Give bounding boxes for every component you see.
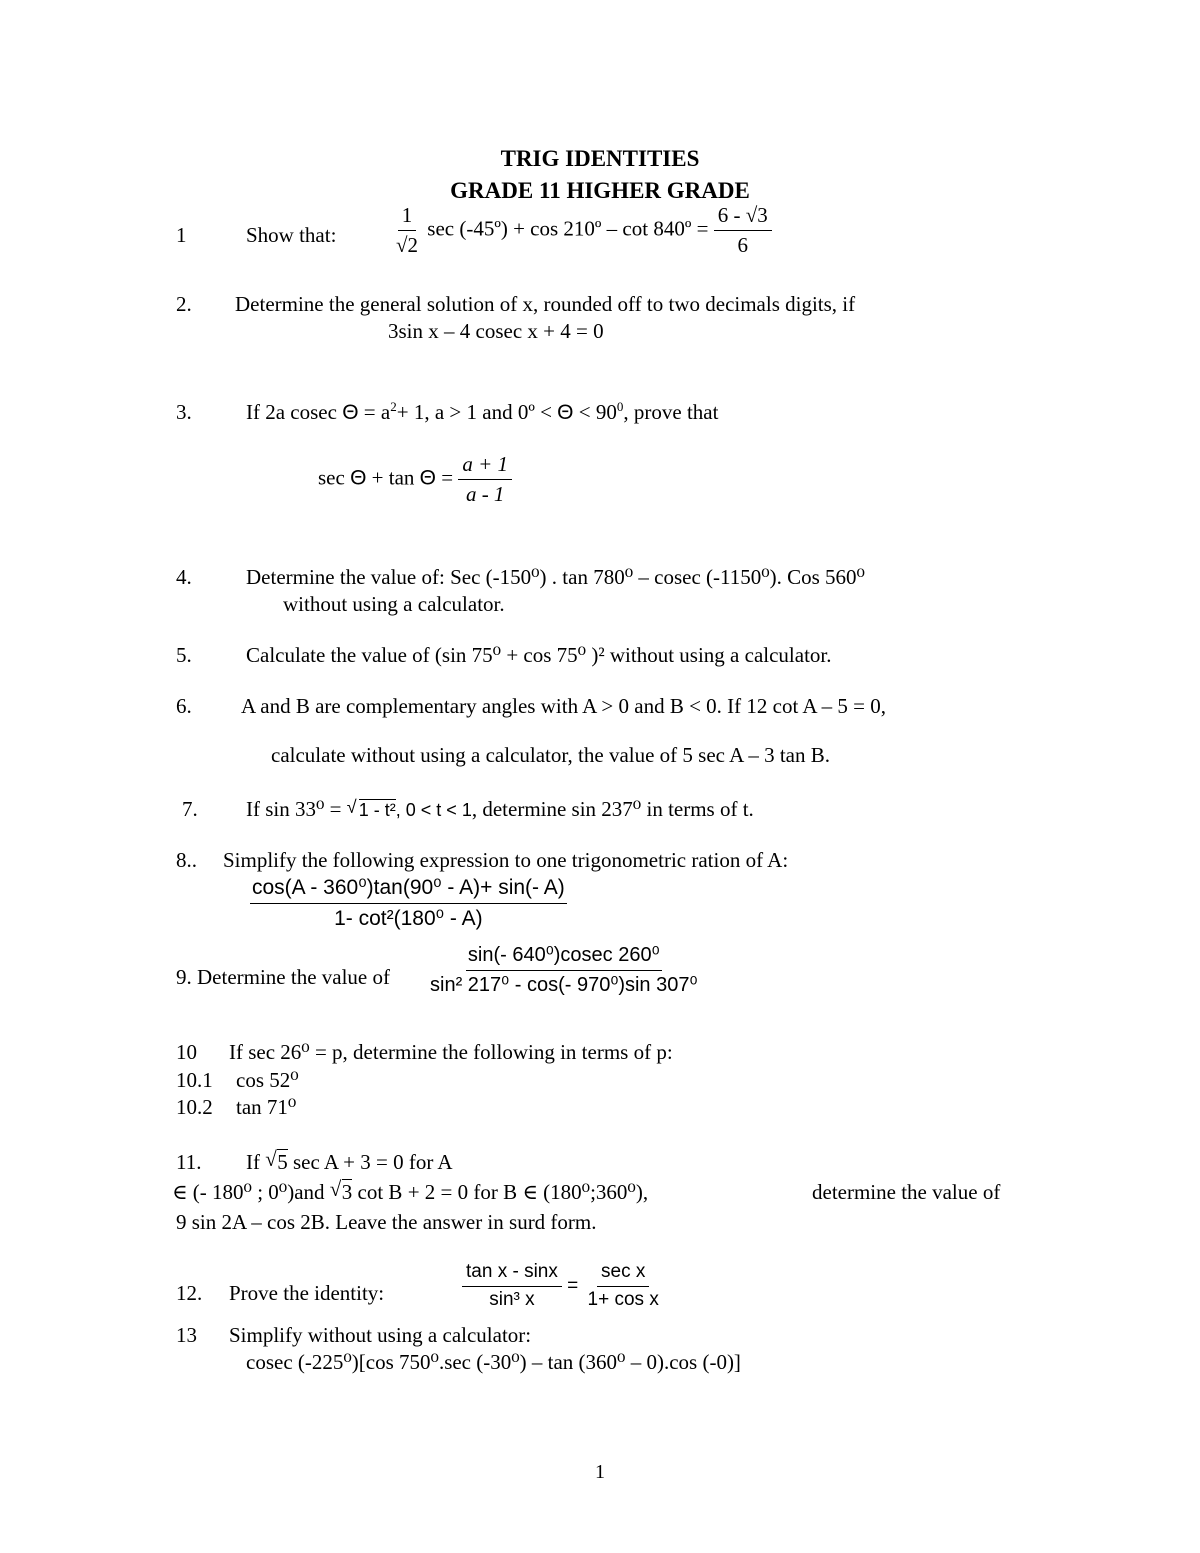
theta-symbol: Θ xyxy=(342,401,359,424)
q3-number: 3. xyxy=(176,400,192,424)
q10-1-text: cos 52⁰ xyxy=(236,1068,299,1092)
q1-number: 1 xyxy=(176,223,187,247)
q7-text: If sin 33⁰ = √ 1 - t², 0 < t < 1, determine sin 237⁰ in terms of t. xyxy=(246,798,754,821)
q8-expression: $\frac{\text{cos(A - 360⁰)tan(90⁰ - A)+ sin(- A)}}{\text{1- cot²(180⁰ - A)}}$ xyxy=(252,876,565,931)
q4-number: 4. xyxy=(176,565,192,589)
q11-line-2-right: determine the value of xyxy=(812,1180,1001,1204)
sqrt-symbol: √ 1 - t² xyxy=(347,800,396,820)
q11-line-2: ∈ (- 180⁰ ; 0⁰)and √ 3 cot B + 2 = 0 for B ∈ (180⁰;360⁰), xyxy=(172,1181,648,1204)
q12-label: Prove the identity: xyxy=(229,1281,385,1305)
q13-line-2: cosec (-225⁰)[cos 750⁰.sec (-30⁰) – tan (360⁰ – 0).cos (-0)] xyxy=(246,1350,741,1374)
q3-text: If 2a cosec $\Theta = a^2+ 1$, a > 1 and 0º < $\Theta < 90^0$, prove that xyxy=(246,399,719,424)
q8-text: Simplify the following expression to one trigonometric ration of A: xyxy=(223,848,789,872)
q10-2-number: 10.2 xyxy=(176,1095,213,1119)
sqrt-symbol: √ 5 xyxy=(265,1150,288,1174)
title-line-2: GRADE 11 HIGHER GRADE xyxy=(450,178,750,203)
q8-number: 8.. xyxy=(176,848,197,872)
q6-line-2: calculate without using a calculator, the value of 5 sec A – 3 tan B. xyxy=(271,743,830,767)
q6-line-1: A and B are complementary angles with A > 0 and B < 0. If 12 cot A – 5 = 0, xyxy=(241,694,887,718)
q11-line-1: If √ 5 sec A + 3 = 0 for A xyxy=(246,1151,453,1174)
q2-text: Determine the general solution of x, rounded off to two decimals digits, if xyxy=(235,292,856,316)
q11-number: 11. xyxy=(176,1150,202,1174)
q1-expression: $\frac{1}{√2}$ sec (-45º) + cos 210º – cot 840º = $\frac{6 - √3}{6}$ xyxy=(392,204,772,257)
q7-number: 7. xyxy=(182,797,198,821)
q10-1-number: 10.1 xyxy=(176,1068,213,1092)
q1-fraction: $\frac{1}{√2}$ xyxy=(396,203,419,258)
q10-2-text: tan 71⁰ xyxy=(236,1095,297,1119)
q13-number: 13 xyxy=(176,1323,197,1347)
q10-number: 10 xyxy=(176,1040,197,1064)
q4-line-2: without using a calculator. xyxy=(283,592,505,616)
q11-line-3: 9 sin 2A – cos 2B. Leave the answer in surd form. xyxy=(176,1210,597,1234)
q2-equation: 3sin x – 4 cosec x + 4 = 0 xyxy=(388,319,604,343)
q3-fraction: $\frac{a + 1}{a - 1}$ xyxy=(458,453,512,506)
q9-text: 9. Determine the value of xyxy=(176,965,390,989)
page-number: 1 xyxy=(595,1461,605,1483)
title-line-1: TRIG IDENTITIES xyxy=(500,146,700,171)
q5-text: Calculate the value of (sin 75⁰ + cos 75⁰ )² without using a calculator. xyxy=(246,643,832,667)
q10-text: If sec 26⁰ = p, determine the following in terms of p: xyxy=(229,1040,673,1064)
q2-number: 2. xyxy=(176,292,192,316)
q1-label: Show that: xyxy=(246,223,337,247)
q9-expression: $\frac{\text{sin(- 640⁰)cosec 260⁰}}{\text{sin² 217⁰ - cos(- 970⁰)sin 307⁰}}$ xyxy=(430,944,698,996)
q3-identity: sec Θ + tan Θ = $\frac{a + 1}{a - 1}$ xyxy=(318,453,512,506)
q1-rhs-fraction: $\frac{6 - √3}{6}$ xyxy=(714,204,772,257)
q4-line-1: Determine the value of: Sec (-150⁰) . tan 780⁰ – cosec (-1150⁰). Cos 560⁰ xyxy=(246,565,865,589)
q12-identity: $\frac{\text{tan x - sinx}}{\text{sin³ x}}$ = $\frac{\text{sec x}}{\text{1+ cos x}}$ xyxy=(462,1262,663,1311)
q12-number: 12. xyxy=(176,1281,203,1305)
q13-line-1: Simplify without using a calculator: xyxy=(229,1323,532,1347)
q6-number: 6. xyxy=(176,694,192,718)
q5-number: 5. xyxy=(176,643,192,667)
